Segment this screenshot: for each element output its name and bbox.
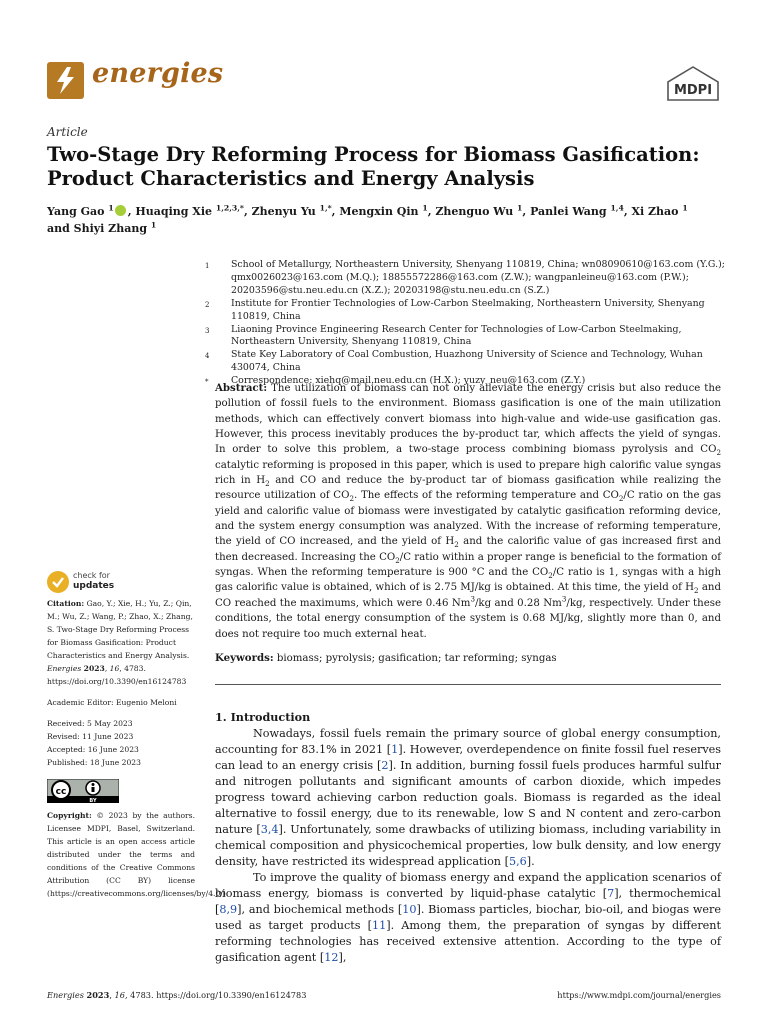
citation-link[interactable]: 3,4 <box>260 823 279 836</box>
affiliation-number: 1 <box>205 262 210 270</box>
affiliations <box>205 259 725 389</box>
check-updates-icon <box>47 571 69 593</box>
author-affiliation-mark: 1 <box>517 203 523 213</box>
keywords-label: Keywords: <box>215 652 274 664</box>
affiliation-line: State Key Laboratory of Coal Combustion, Huazhong University of Science and Technology, Wuhan 430074, China <box>231 349 703 374</box>
author-affiliation-mark: 1 <box>422 203 428 213</box>
affiliation-line: qmx0026023@163.com (M.Q.); 18855572286@163.com (Z.W.); wangpanleineu@163.com (P.W.); <box>231 271 689 283</box>
check-updates-line2: updates <box>73 581 115 591</box>
abstract <box>215 381 721 642</box>
check-for-updates-button[interactable] <box>47 571 167 593</box>
author-name: Yang Gao <box>47 205 105 218</box>
author-name: Xi Zhao <box>631 205 679 218</box>
affiliation-text <box>231 349 725 375</box>
affiliation-number: 4 <box>205 352 210 361</box>
citation-link[interactable]: 5,6 <box>508 855 527 868</box>
journal-name: energies <box>92 58 224 89</box>
accepted-date: Accepted: 16 June 2023 <box>47 745 139 754</box>
mdpi-logo <box>666 66 720 102</box>
author-name: Zhenguo Wu <box>435 205 514 218</box>
check-updates-line1: check for <box>73 571 110 580</box>
intro-paragraph-1: Nowadays, fossil fuels remain the primary source of global energy consumption, accounting for 83.1% in 2021 [1]. However, overdependence on finite fossil fuel reserves can lead to an energy crisis [2]. In addition, burning fossil fuels produces harmful sulfur and nitrogen pollutants and significant amounts of carbon dioxide, which impedes progress toward achieving carbon reduction goals. Biomass is regarded as the ideal alternative to fossil energy, due to its renewable, low S and N content and zero-carbon nature [3,4]. Unfortunately, some drawbacks of utilizing biomass, including variability in chemical composition and physicochemical properties, low bulk density, and low energy density, have restricted its widespread application [5,6]. <box>215 727 722 868</box>
citation-link[interactable]: 2 <box>381 759 389 772</box>
orcid-icon[interactable] <box>115 205 126 216</box>
affiliation-row <box>205 349 725 375</box>
citation: Citation: Gao, Y.; Xie, H.; Yu, Z.; Qin, M.; Wu, Z.; Wang, P.; Zhao, X.; Zhang, S. Two-Stage Dry Reforming Process for Biomass Gasification: Product Characteristics and Energy Analysis. Energies 2023, 16, 4783. https://doi.org/10.3390/en16124783 <box>47 599 193 686</box>
article-title <box>47 143 727 191</box>
affiliation-line: School of Metallurgy, Northeastern University, Shenyang 110819, China; wn08090610@163.com (Y.G.); <box>231 259 725 270</box>
affiliation-number: * <box>205 378 209 387</box>
affiliation-line: Correspondence: xiehq@mail.neu.edu.cn (H.X.); yuzy_neu@163.com (Z.Y.) <box>231 375 586 387</box>
author-name: and Shiyi Zhang <box>47 222 148 235</box>
affiliation-line: Institute for Frontier Technologies of Low-Carbon Steelmaking, Northeastern University, Shenyang 110819, China <box>231 297 705 322</box>
author-affiliation-mark: 1 <box>108 203 114 213</box>
affiliation-text <box>231 298 725 324</box>
citation-link[interactable]: 7 <box>607 887 615 900</box>
section-heading: 1. Introduction <box>215 710 311 724</box>
revised-date: Revised: 11 June 2023 <box>47 732 134 741</box>
citation-link[interactable]: 1 <box>391 743 399 756</box>
citation-link[interactable]: 8,9 <box>219 903 238 916</box>
received-date: Received: 5 May 2023 <box>47 719 133 728</box>
affiliation-text <box>231 259 725 298</box>
abstract-text: The utilization of biomass can not only alleviate the energy crisis but also reduce the pollution of fossil fuels to the environment. Biomass gasification is one of the main utilization methods, which can effectively convert biomass into high-value and wide-use gasification gas. However, this process inevitably produces the by-product tar, which affects the yield of syngas. In order to solve this problem, a two-stage process combining biomass pyrolysis and $CO_2$ catalytic reforming is proposed in this paper, which is used to prepare high calorific value syngas rich in $H_2$ and CO and reduce the by-product tar of biomass gasification while realizing the resource utilization of $CO_2$. The effects of the reforming temperature and $CO_2/C$ ratio on the gas yield and calorific value of biomass were investigated by catalytic gasification reforming device, and the system energy consumption was analyzed. With the increase of reforming temperature, the yield of CO increased, and the yield of $H_2$ and the calorific value of gas increased first and then decreased. Increasing the $CO_2/C$ ratio within a proper range is beneficial to the formation of syngas. When the reforming temperature is 900 °C and the $CO_2/C$ ratio is 1, syngas with a high gas calorific value is obtained, which of is 2.75 MJ/kg is obtained. At this time, the yield of $H_2$ and CO reached the maximums, which were 0.46 Nm$^3$/kg and 0.28 Nm$^3$/kg, respectively. Under these conditions, the total energy consumption of the system is 0.68 MJ/kg, slightly more than 0, and does not require too much external heat. <box>215 383 722 640</box>
title-line-1: Two-Stage Dry Reforming Process for Biomass Gasification: <box>47 143 700 166</box>
abstract-label: Abstract: <box>215 382 268 394</box>
svg-text:BY: BY <box>89 798 97 803</box>
affiliation-number: 3 <box>205 326 210 335</box>
citation-link[interactable]: 11 <box>371 919 387 932</box>
footer-citation: Energies 2023, 16, 4783. https://doi.org/10.3390/en16124783 <box>47 990 307 1000</box>
author-affiliation-mark: 1,2,3,* <box>215 203 244 213</box>
affiliation-line: Northeastern University, Shenyang 110819, China <box>231 336 472 348</box>
affiliation-row <box>205 259 725 298</box>
published-date: Published: 18 June 2023 <box>47 758 141 767</box>
copyright-notice: Copyright: © 2023 by the authors. Licensee MDPI, Basel, Switzerland. This article is an open access article distributed under the terms and conditions of the Creative Commons Attribution (CC BY) license (https://creativecommons.org/licenses/by/4.0/). <box>47 811 229 898</box>
affiliation-row <box>205 298 725 324</box>
citation-link[interactable]: 10 <box>402 903 417 916</box>
svg-text:MDPI: MDPI <box>673 83 713 98</box>
journal-url-link[interactable]: https://www.mdpi.com/journal/energies <box>557 990 721 1000</box>
author-name: Huaqing Xie <box>135 205 213 218</box>
title-line-2: Product Characteristics and Energy Analysis <box>47 167 535 190</box>
author-name: Zhenyu Yu <box>251 205 316 218</box>
author-affiliation-mark: 1,* <box>319 203 332 213</box>
affiliation-text <box>231 324 725 350</box>
journal-logo-icon <box>47 62 84 99</box>
author-affiliation-mark: 1,4 <box>610 203 624 213</box>
keywords <box>215 651 721 666</box>
intro-paragraph-2: To improve the quality of biomass energy and expand the application scenarios of biomass energy, biomass is converted by liquid-phase catalytic [7], thermochemical [8,9], and biochemical methods [10]. Biomass particles, biochar, bio-oil, and biogas were used as target products [11]. Among them, the preparation of syngas by different reforming technologies has received extensive attention. According to the type of gasification agent [12], <box>215 871 722 964</box>
article-type: Article <box>47 125 88 139</box>
affiliation-line: Liaoning Province Engineering Research Center for Technologies of Low-Carbon Steelmaking, <box>231 323 682 335</box>
author-affiliation-mark: 1 <box>150 220 157 230</box>
left-sidebar <box>47 597 229 900</box>
svg-text:cc: cc <box>55 787 67 797</box>
affiliation-line: 20203596@stu.neu.edu.cn (X.Z.); 20203198@stu.neu.edu.cn (S.Z.) <box>231 284 550 296</box>
citation-link[interactable]: 12 <box>324 951 339 964</box>
author-affiliation-mark: 1 <box>682 203 688 213</box>
academic-editor: Academic Editor: Eugenio Meloni <box>47 698 177 707</box>
author-list: Yang Gao $^1$ , Huaqing Xie $^{1,2,3,*}$, Zhenyu Yu $^{1,*}$, Mengxin Qin $^1$, Zhenguo Wu $^1$, Panlei Wang $^{1,4}$, Xi Zhao $^1$ and Shiyi Zhang $^1$ <box>47 203 688 235</box>
cc-by-license-icon[interactable] <box>47 779 119 803</box>
author-name: Mengxin Qin <box>339 205 419 218</box>
body-text <box>215 726 721 966</box>
affiliation-row <box>205 324 725 350</box>
affiliation-number: 2 <box>205 300 210 309</box>
keywords-text: biomass; pyrolysis; gasification; tar reforming; syngas <box>276 653 557 664</box>
author-name: Panlei Wang <box>530 205 607 218</box>
section-divider <box>215 684 721 685</box>
